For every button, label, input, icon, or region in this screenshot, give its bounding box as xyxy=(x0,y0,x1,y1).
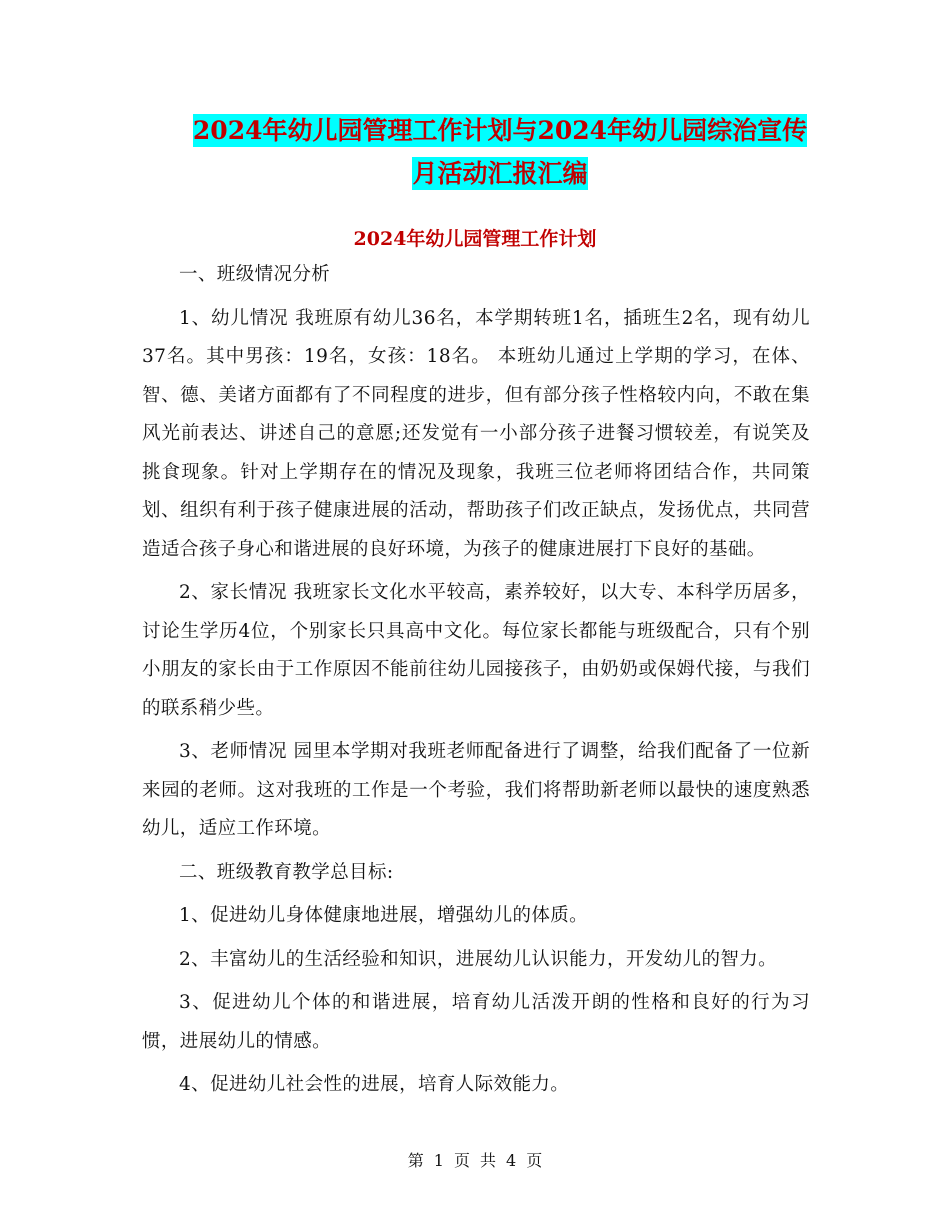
document-title-line-2 xyxy=(120,153,880,195)
goal-item-4: 4、促进幼儿社会性的进展，培育人际效能力。 xyxy=(179,1074,570,1095)
heading-teaching-goals: 二、班级教育教学总目标: xyxy=(179,861,394,883)
footer-page-label: 页 xyxy=(453,1151,470,1170)
footer-suffix: 页 xyxy=(526,1151,543,1170)
footer-total-label: 共 xyxy=(480,1151,497,1170)
footer-total-pages: 4 xyxy=(506,1151,517,1170)
goal-item-3: 3、促进幼儿个体的和谐进展，培育幼儿活泼开朗的性格和良好的行为习惯，进展幼儿的情感。 xyxy=(142,992,810,1052)
document-title-line-1 xyxy=(120,110,880,152)
footer-page-number: 1 xyxy=(433,1151,444,1170)
page-footer xyxy=(0,1150,950,1172)
goal-item-2: 2、丰富幼儿的生活经验和知识，进展幼儿认识能力，开发幼儿的智力。 xyxy=(179,948,778,970)
paragraph-teachers-situation: 3、老师情况 园里本学期对我班老师配备进行了调整，给我们配备了一位新来园的老师。这对我班的工作是一个考验，我们将帮助新老师以最快的速度熟悉幼儿，适应工作环境。 xyxy=(142,741,810,839)
paragraph-children-situation: 1、幼儿情况 我班原有幼儿36名，本学期转班1名，插班生2名，现有幼儿37名。其中男孩：19名，女孩：18名。 本班幼儿通过上学期的学习，在体、智、德、美诸方面都有了不同程度的进步，但有部分孩子性格较内向，不敢在集风光前表达、讲述自己的意愿;还发觉有一小部分孩子进餐习惯较差，有说笑及挑食现象。针对上学期存在的情况及现象，我班三位老师将团结合作，共同策划、组织有利于孩子健康进展的活动，帮助孩子们改正缺点，发扬优点，共同营造适合孩子身心和谐进展的良好环境，为孩子的健康进展打下良好的基础。 xyxy=(142,307,810,560)
footer-prefix: 第 xyxy=(407,1151,424,1170)
document-body xyxy=(142,264,810,1110)
paragraph-parents-situation: 2、家长情况 我班家长文化水平较高，素养较好，以大专、本科学历居多，讨论生学历4位，个别家长只具高中文化。每位家长都能与班级配合，只有个别小朋友的家长由于工作原因不能前往幼儿园接孩子，由奶奶或保姆代接，与我们的联系稍少些。 xyxy=(142,582,810,719)
section-title: 2024年幼儿园管理工作计划 xyxy=(353,228,597,250)
heading-class-analysis: 一、班级情况分析 xyxy=(179,264,331,285)
title-highlight-2: 月活动汇报汇编 xyxy=(412,159,588,188)
goal-item-1: 1、促进幼儿身体健康地进展，增强幼儿的体质。 xyxy=(179,905,589,926)
title-highlight-1: 2024年幼儿园管理工作计划与2024年幼儿园综治宣传 xyxy=(192,116,808,145)
